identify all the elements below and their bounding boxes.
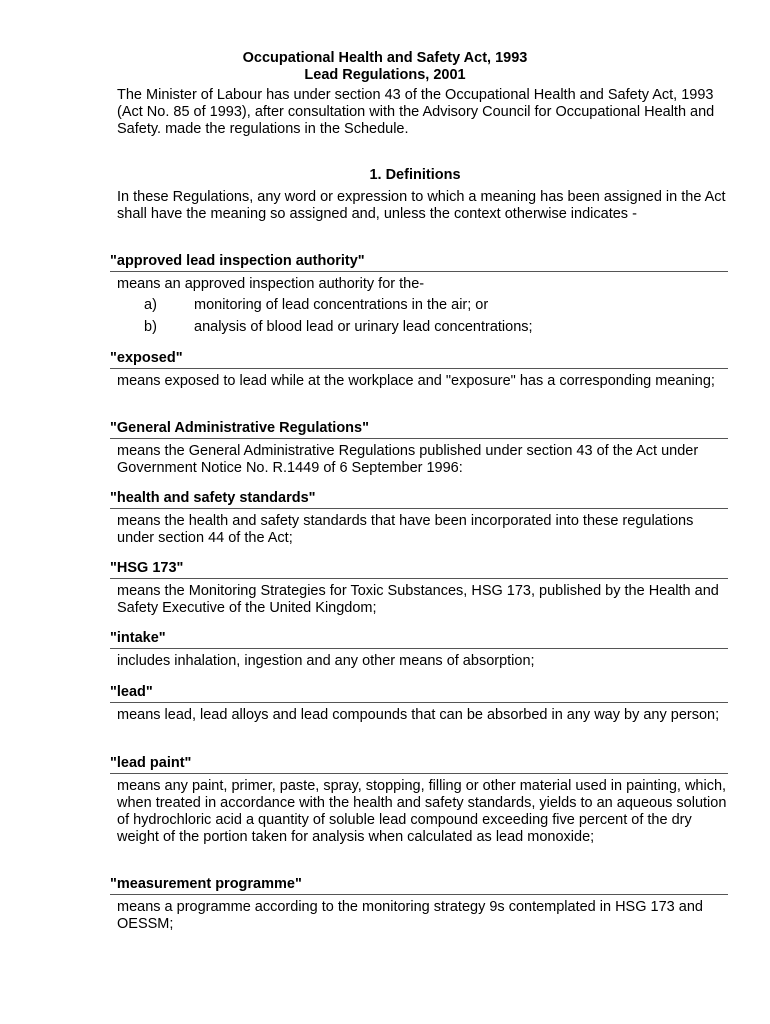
definition-text: means any paint, primer, paste, spray, stopping, filling or other material used in painting, which, when treated in accordance with the health and safety standards, yields to an aqueous solution of hydrochloric acid a quantity of soluble lead compound exceeding five percent of the dry weight of the portion taken for analysis when calculated as lead monoxide; [117,778,727,845]
definition-term: "approved lead inspection authority" [110,253,728,272]
definition-term: "HSG 173" [110,560,728,579]
list-text: analysis of blood lead or urinary lead concentrations; [194,319,533,335]
definition-term: "lead" [110,684,728,703]
definition-text: means an approved inspection authority for the- [117,276,425,292]
definition-text: means exposed to lead while at the workplace and "exposure" has a corresponding meaning; [117,373,715,389]
document-title: Occupational Health and Safety Act, 1993 [242,50,528,66]
list-marker: a) [144,297,157,313]
definition-text: means the General Administrative Regulations published under section 43 of the Act under Government Notice No. R.1449 of 6 September 1996: [117,443,699,476]
definition-term: "health and safety standards" [110,490,728,509]
definition-text: means the health and safety standards that have been incorporated into these regulations under section 44 of the Act; [117,513,694,546]
definition-term: "measurement programme" [110,876,728,895]
definitions-intro: In these Regulations, any word or expression to which a meaning has been assigned in the Act shall have the meaning so assigned and, unless the context otherwise indicates - [117,189,726,222]
definition-term: "exposed" [110,350,728,369]
definition-term: "intake" [110,630,728,649]
list-marker: b) [144,319,157,335]
definition-term: "General Administrative Regulations" [110,420,728,439]
definition-text: means lead, lead alloys and lead compounds that can be absorbed in any way by any person; [117,707,720,723]
document-subtitle: Lead Regulations, 2001 [304,67,466,83]
list-text: monitoring of lead concentrations in the air; or [194,297,489,313]
section-heading-definitions: 1. Definitions [369,167,461,183]
definition-text: means the Monitoring Strategies for Toxic Substances, HSG 173, published by the Health and Safety Executive of the United Kingdom; [117,583,719,616]
intro-paragraph: The Minister of Labour has under section 43 of the Occupational Health and Safety Act, 1993 (Act No. 85 of 1993), after consultation with the Advisory Council for Occupational Health and Safety. made the regulations in the Schedule. [117,87,715,137]
definition-text: means a programme according to the monitoring strategy 9s contemplated in HSG 173 and OESSM; [117,899,703,932]
definition-text: includes inhalation, ingestion and any other means of absorption; [117,653,535,669]
definition-term: "lead paint" [110,755,728,774]
